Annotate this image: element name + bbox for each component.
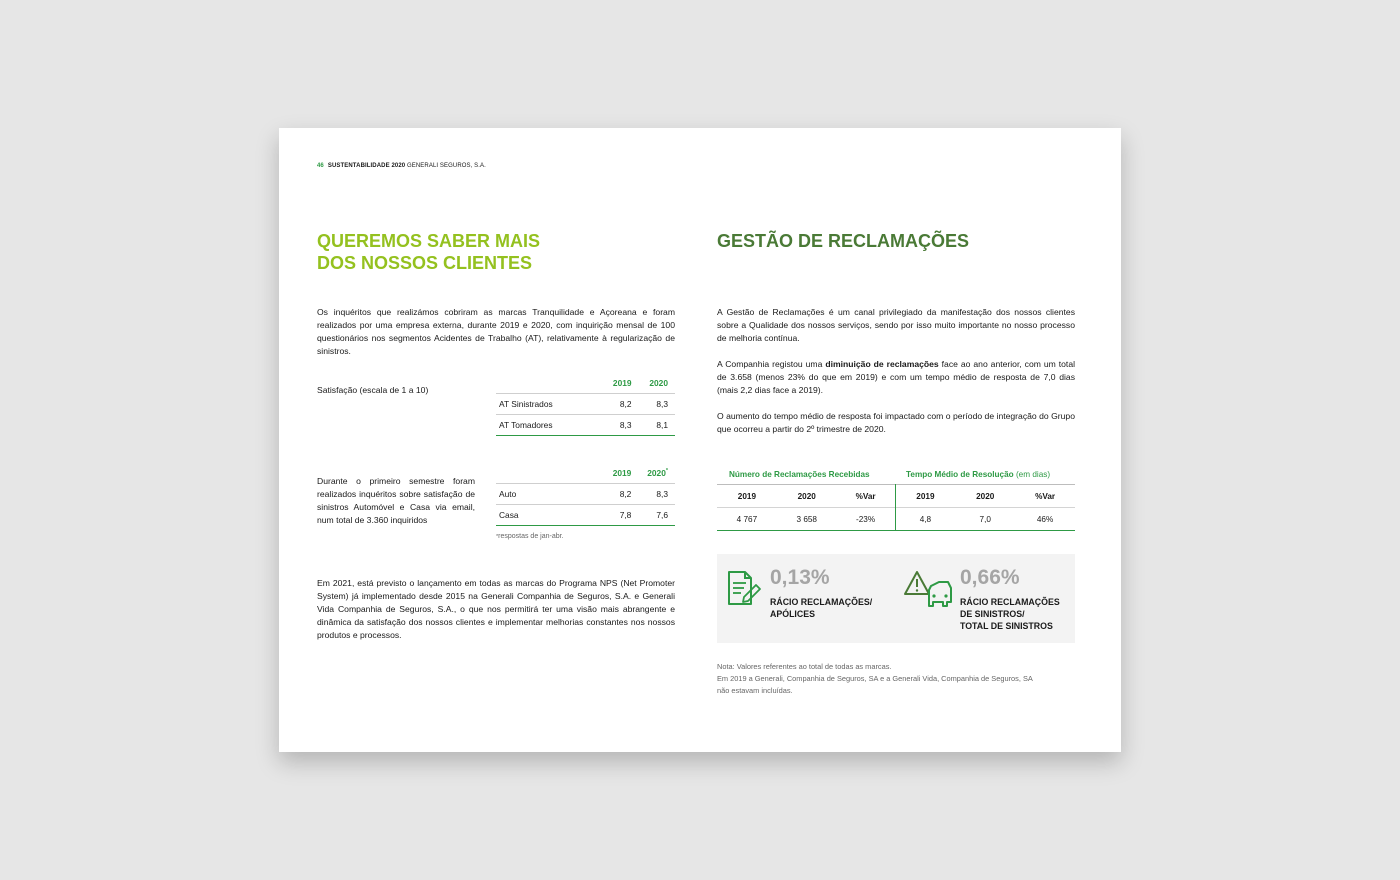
table1-header-2019: 2019 [612,378,632,388]
row-value-2020: 7,6 [656,510,668,520]
claims-decrease-paragraph [717,358,1075,397]
claims-var-value: -23% [856,514,876,524]
row-label: Casa [499,510,519,520]
left-title-line2: DOS NOSSOS CLIENTES [317,253,533,273]
note-line: não estavam incluídas. [717,686,793,695]
row-value-2019: 8,3 [619,420,632,430]
claims-2019-value: 4 767 [736,514,758,524]
survey-paragraph: Durante o primeiro semestre foram realizados inquéritos sobre satisfação de sinistros Automóvel e Casa via email, num total de 3.360 inquiridos [317,476,475,525]
header-section: SUSTENTABILIDADE 2020 [327,163,406,169]
kpi-claims-value: 0,66% [960,566,1020,589]
table2-header-2020: 2020* [647,468,668,478]
warning-car-icon [903,568,955,610]
claims-header-2020: 2020 [797,491,816,501]
claims-resolution-title: Tempo Médio de Resolução (em dias) [906,470,1051,479]
resolution-2020-value: 7,0 [979,514,991,524]
row-value-2019: 8,2 [619,489,632,499]
page-number: 46 [317,163,324,169]
header-company: GENERALI SEGUROS, S.A. [407,163,486,169]
resolution-header-2019: 2019 [895,485,955,508]
kpi-policies-label: RÁCIO RECLAMAÇÕES/ APÓLICES [770,597,873,619]
left-title-line1: QUEREMOS SABER MAIS [317,231,541,251]
row-value-2020: 8,3 [656,399,668,409]
table-row [496,505,675,526]
claims-2020-value: 3 658 [796,514,817,524]
nps-paragraph: Em 2021, está previsto o lançamento em todas as marcas do Programa NPS (Net Promoter System) já implementado desde 2015 na Generali Companhia de Seguros, S.A. e Generali Vida Companhia de Seguros, S.A., o que nos permitirá ter uma visão mais abrangente e dinâmica da satisfação dos nossos clientes e implementar melhorias constantes nos nossos produtos e processos. [317,578,675,640]
auto-casa-table [496,463,675,526]
left-title [317,230,617,274]
note-line: Nota: Valores referentes ao total de todas as marcas. [717,662,892,671]
row-value-2020: 8,3 [656,489,668,499]
table-row [496,484,675,505]
resolution-2019-value: 4,8 [895,508,955,531]
right-title: GESTÃO DE RECLAMAÇÕES [717,231,970,251]
resolution-var-value: 46% [1036,514,1054,524]
table2-header-mark: * [665,468,668,474]
row-value-2019: 7,8 [619,510,632,520]
claims-received-title: Número de Reclamações Recebidas [729,470,870,479]
row-label: AT Sinistrados [499,399,553,409]
kpi-panel [717,554,1075,643]
row-value-2020: 8,1 [656,420,668,430]
p2-after: face ao ano anterior, com um total de 3.658 (menos 23% do que em 2019) e com um tempo médio de resposta de 7,0 dias (mais 2,2 dias face a 2019). [717,359,1076,395]
footnote-text: respostas de jan-abr. [498,533,564,540]
claims-intro-paragraph: A Gestão de Reclamações é um canal privilegiado da manifestação dos nossos clientes sobre a Qualidade dos nossos serviços, sendo por isso muito importante no nosso processo de melhoria contínua. [717,307,1075,343]
integration-paragraph: O aumento do tempo médio de resposta foi impactado com o período de integração do Grupo que ocorreu a partir do 2º trimestre de 2020. [717,411,1075,434]
row-label: AT Tomadores [499,420,553,430]
satisfaction-table [496,373,675,436]
claims-table [717,468,1075,531]
document-pencil-icon [726,570,762,608]
table-row [717,508,1075,531]
claims-header-var: %Var [855,491,876,501]
resolution-header-var: %Var [1035,491,1056,501]
table1-header-2020: 2020 [649,378,668,388]
kpi-claims-label: RÁCIO RECLAMAÇÕES DE SINISTROS/ TOTAL DE SINISTROS [960,597,1060,631]
p2-before: A Companhia registou uma [717,359,826,369]
footnote [496,531,564,544]
resolution-header-2020: 2020 [976,491,995,501]
intro-paragraph: Os inquéritos que realizámos cobriram as marcas Tranquilidade e Açoreana e foram realizados por uma empresa externa, durante 2019 e 2020, com inquirição mensal de 100 questionários nos segmentos Acidentes de Trabalho (AT), relativamente à regularização de sinistros. [317,307,675,356]
satisfaction-label: Satisfação (escala de 1 a 10) [317,385,429,395]
kpi-policies-value: 0,13% [770,566,830,589]
note-line: Em 2019 a Generali, Companhia de Seguros, SA e a Generali Vida, Companhia de Seguros, SA [717,674,1033,683]
table-row [496,394,675,415]
footnote-mark: * [496,534,499,540]
table2-header-2019: 2019 [612,468,632,478]
note [717,661,1087,697]
report-page [279,128,1121,752]
claims-header-2019: 2019 [737,491,757,501]
table-row [496,415,675,436]
row-value-2019: 8,2 [619,399,632,409]
p2-bold: diminuição de reclamações [825,359,939,369]
row-label: Auto [499,489,517,499]
page-header [317,163,486,169]
